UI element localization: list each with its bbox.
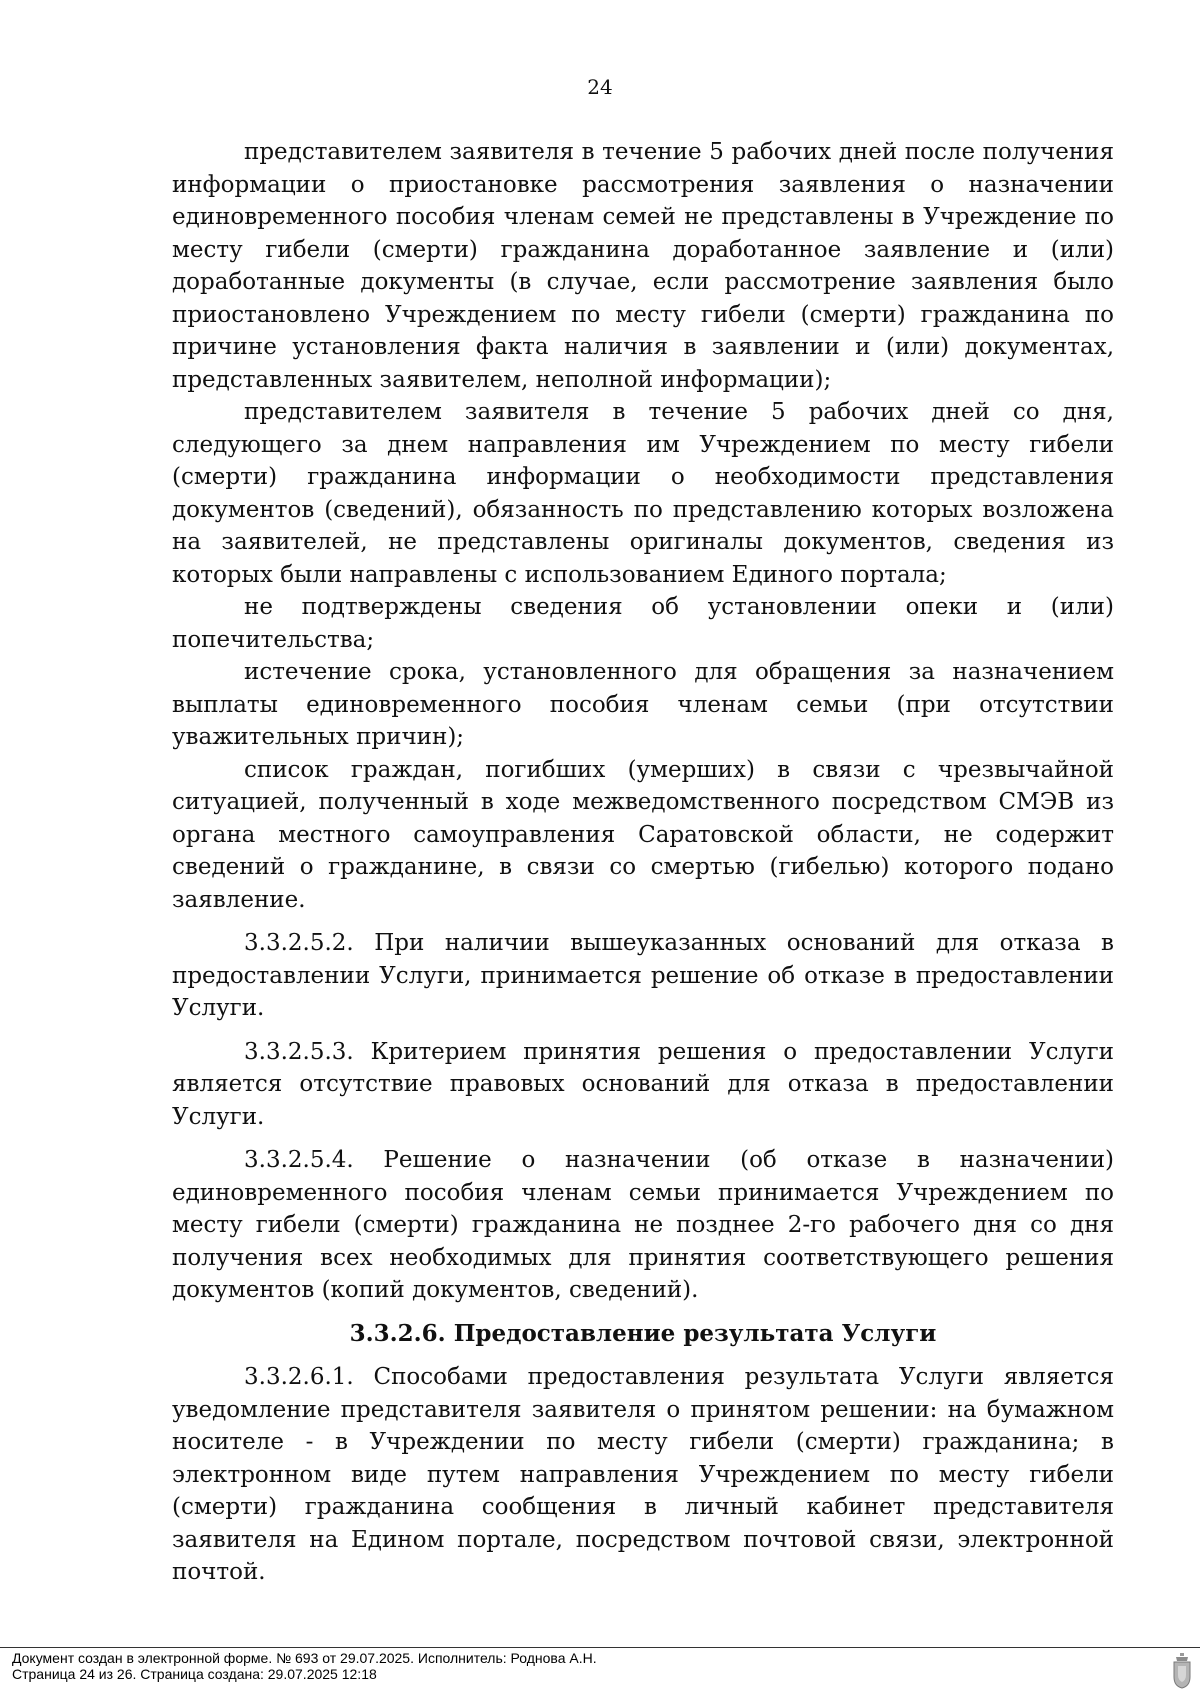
footer-divider [0, 1647, 1200, 1648]
document-body [172, 136, 1114, 1589]
paragraph: 3.3.2.5.4. Решение о назначении (об отказе в назначении) единовременного пособия членам семьи принимается Учреждением по месту гибели (смерти) гражданина не позднее 2-го рабочего дня со дня получения всех необходимых для принятия соответствующего решения документов (копий документов, сведений). [172, 1147, 1114, 1303]
coat-of-arms-icon [1172, 1653, 1192, 1689]
paragraph: истечение срока, установленного для обращения за назначением выплаты единовременного пособия членам семьи (при отсутствии уважительных причин); [172, 659, 1114, 750]
footer-line-document-info: Документ создан в электронной форме. № 693 от 29.07.2025. Исполнитель: Роднова А.Н. [12, 1650, 597, 1666]
paragraph: 3.3.2.5.2. При наличии вышеуказанных оснований для отказа в предоставлении Услуги, принимается решение об отказе в предоставлении Услуги. [172, 930, 1114, 1021]
paragraph: 3.3.2.5.3. Критерием принятия решения о предоставлении Услуги является отсутствие правовых оснований для отказа в предоставлении Услуги. [172, 1038, 1114, 1130]
document-footer [12, 1650, 1112, 1682]
paragraph: не подтверждены сведения об установлении опеки и (или) попечительства; [172, 594, 1114, 653]
paragraph: представителем заявителя в течение 5 рабочих дней со дня, следующего за днем направления им Учреждением по месту гибели (смерти) гражданина информации о необходимости представления документов (сведений), обязанность по представлению которых возложена на заявителей, не представлены оригиналы документов, сведения из которых были направлены с использованием Единого портала; [172, 399, 1114, 588]
paragraph: представителем заявителя в течение 5 рабочих дней после получения информации о приостановке рассмотрения заявления о назначении единовременного пособия членам семей не представлены в Учреждение по месту гибели (смерти) гражданина доработанное заявление и (или) доработанные документы (в случае, если рассмотрение заявления было приостановлено Учреждением по месту гибели (смерти) гражданина по причине установления факта наличия в заявлении и (или) документах, представленных заявителем, неполной информации); [172, 139, 1114, 393]
paragraph: список граждан, погибших (умерших) в связи с чрезвычайной ситуацией, полученный в ходе межведомственного посредством СМЭВ из органа местного самоуправления Саратовской области, не содержит сведений о гражданине, в связи со смертью (гибелью) которого подано заявление. [172, 756, 1114, 913]
section-heading: 3.3.2.6. Предоставление результата Услуги [349, 1319, 937, 1347]
paragraph: 3.3.2.6.1. Способами предоставления результата Услуги является уведомление представителя заявителя о принятом решении: на бумажном носителе - в Учреждении по месту гибели (смерти) гражданина; в электронном виде путем направления Учреждением по месту гибели (смерти) гражданина сообщения в личный кабинет представителя заявителя на Едином портале, посредством почтовой связи, электронной почтой. [172, 1364, 1114, 1585]
page-number: 24 [587, 75, 613, 99]
footer-line-page-info: Страница 24 из 26. Страница создана: 29.07.2025 12:18 [12, 1666, 377, 1682]
